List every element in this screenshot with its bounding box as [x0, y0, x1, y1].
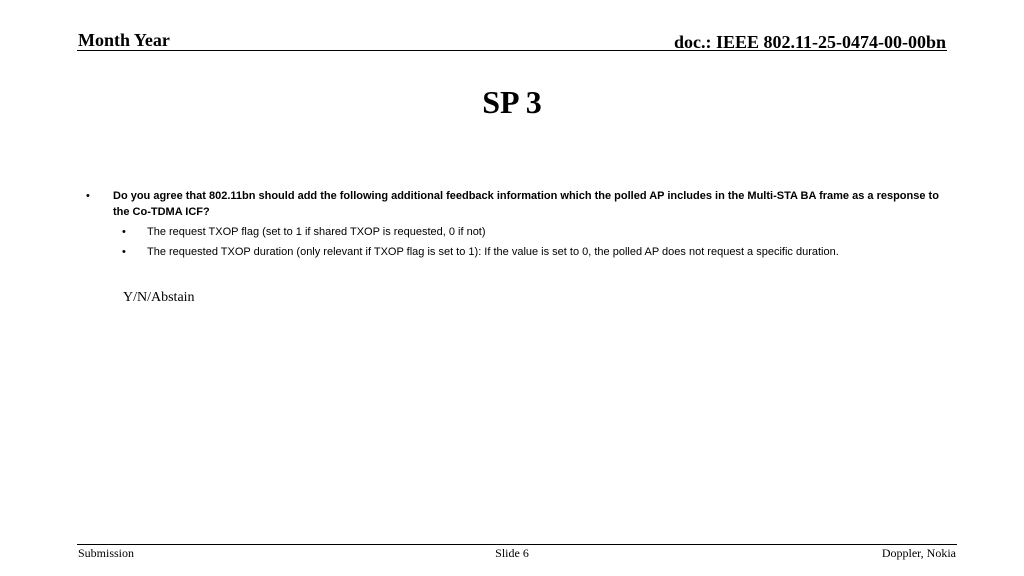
sub-bullet-txop-flag: The request TXOP flag (set to 1 if shared TXOP is requested, 0 if not) — [147, 226, 486, 238]
vote-options: Y/N/Abstain — [123, 290, 195, 305]
header-doc-id: doc.: IEEE 802.11-25-0474-00-00bn — [673, 32, 946, 52]
sub-bullet-txop-duration: The requested TXOP duration (only relevant if TXOP flag is set to 1): If the value is set to 0, the polled AP does not request a specific duration. — [147, 246, 839, 258]
footer-slide-number: Slide 6 — [495, 546, 529, 560]
footer-submission: Submission — [78, 546, 135, 560]
header-divider — [77, 50, 947, 51]
bullet-icon: • — [122, 246, 126, 258]
slide-title: SP 3 — [482, 84, 542, 120]
footer-author: Doppler, Nokia — [881, 546, 956, 560]
footer-divider — [77, 544, 957, 545]
bullet-icon: • — [122, 226, 126, 238]
header-date: Month Year — [78, 30, 170, 50]
straw-poll-question: Do you agree that 802.11bn should add the following additional feedback information which the polled AP includes in the Multi-STA BA frame as a response to the Co-TDMA ICF? — [113, 190, 939, 218]
bullet-icon: • — [86, 190, 90, 202]
